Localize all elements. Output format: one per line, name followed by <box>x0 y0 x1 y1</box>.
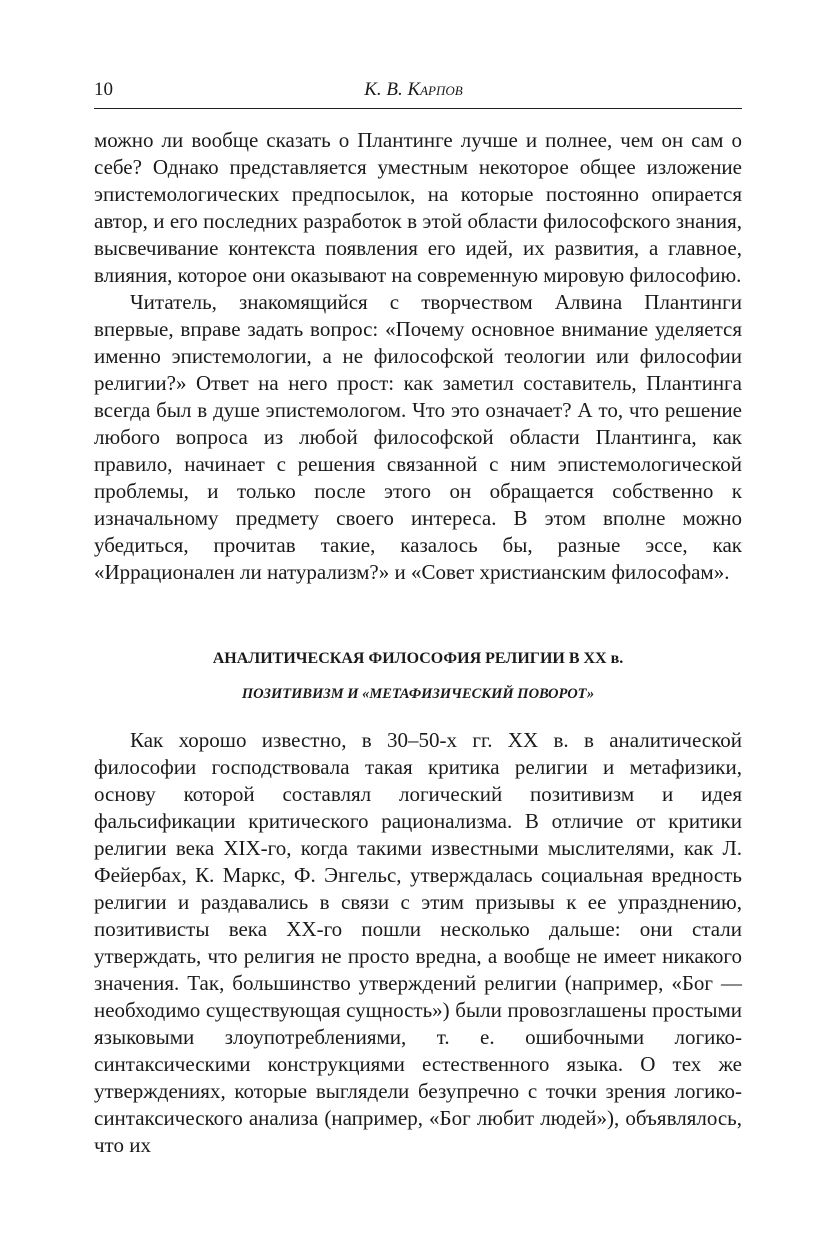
section-heading: АНАЛИТИЧЕСКАЯ ФИЛОСОФИЯ РЕЛИГИИ В XX в. <box>212 650 624 667</box>
paragraph: Читатель, знакомящийся с творчеством Алвина Плантинги впервые, вправе задать вопрос: «Почему основное внимание уделяется именно эпистемологии, а не философской теологии или философии религии?» Ответ на него прост: как заметил составитель, Плантинга всегда был в душе эпистемологом. Что это означает? А то, что решение любого вопроса из любой философской области Плантинга, как правило, начинает с решения связанной с ним эпистемологической проблемы, и только после этого он обращается собственно к изначальному предмету своего интереса. В этом вполне можно убедиться, прочитав такие, казалось бы, разные эссе, как «Иррационален ли натурализм?» и «Совет христианским философам». <box>94 290 742 584</box>
subsection-heading: ПОЗИТИВИЗМ И «МЕТАФИЗИЧЕСКИЙ ПОВОРОТ» <box>241 686 595 702</box>
header-rule <box>94 108 742 109</box>
paragraph: Как хорошо известно, в 30–50-х гг. XX в. в аналитической философии господствовала такая критика религии и метафизики, основу которой составлял логический позитивизм и идея фальсификации критического рационализма. В отличие от критики религии века XIX-го, когда такими известными мыслителями, как Л. Фейербах, К. Маркс, Ф. Энгельс, утверждалась социальная вредность религии и раздавались в связи с этим призывы к ее упразднению, позитивисты века XX-го пошли несколько дальше: они стали утверждать, что религия не просто вредна, а вообще не имеет никакого значения. Так, большинство утверждений религии (например, «Бог — необходимо существующая сущность») были провозглашены простыми языковыми злоупотреблениями, т. е. ошибочными логико-синтаксическими конструкциями естественного языка. О тех же утверждениях, которые выглядели безупречно с точки зрения логико-синтаксического анализа (например, «Бог любит людей»), объявлялось, что их <box>94 728 742 1157</box>
body-text-bottom <box>94 727 742 1159</box>
running-head-author: К. В. Карпов <box>364 79 463 100</box>
body-text-top <box>94 127 742 586</box>
paragraph-continued: можно ли вообще сказать о Плантинге лучше и полнее, чем он сам о себе? Однако представляется уместным некоторое общее изложение эпистемологических предпосылок, на которые постоянно опирается автор, и его последних разработок в этой области философского знания, высвечивание контекста появления его идей, их развития, а главное, влияния, которое они оказывают на современную мировую философию. <box>94 128 742 287</box>
page-number: 10 <box>94 79 113 100</box>
